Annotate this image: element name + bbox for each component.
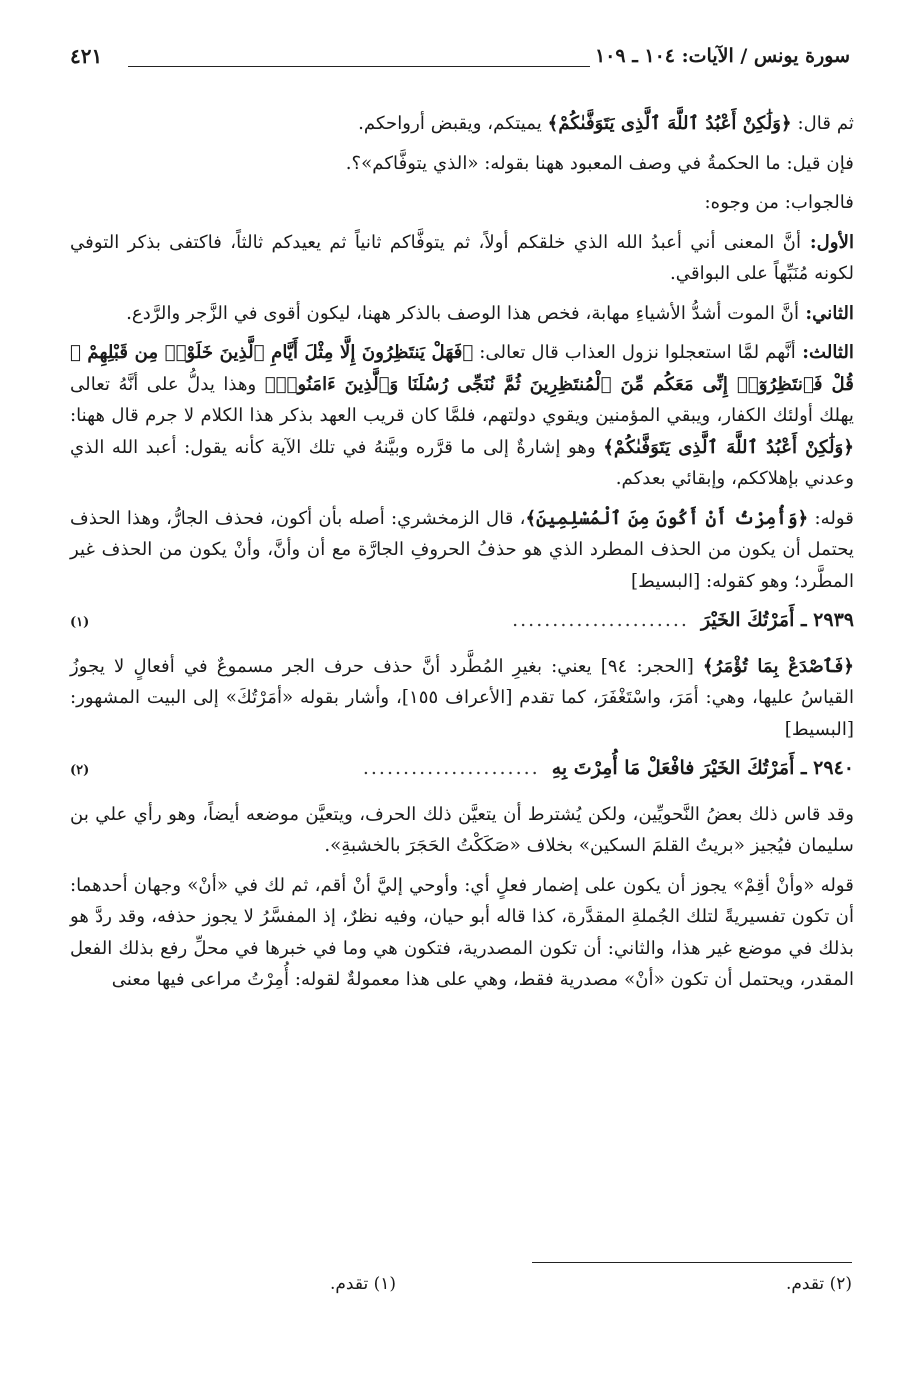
text-run: قوله: [808,507,854,529]
paragraph [70,187,854,219]
footnote-2: (٢) تقدم. [785,1274,852,1294]
verse-text: ـ أَمَرْتُكَ الخَيْرَ [700,609,807,631]
text-run: فالجواب: من وجوه: [704,192,854,213]
page-number: ٤٢١ [70,44,103,68]
paragraph [70,227,854,290]
quran-quote: ﴿فَٱصْدَعْ بِمَا تُؤْمَرُ﴾ [702,655,854,677]
page-body [70,108,854,1004]
text-run: يميتكم، ويقبض أرواحكم. [358,113,548,134]
footnote-rule [532,1262,852,1263]
text-block-3 [70,799,854,996]
paragraph [70,148,854,180]
page-header [70,40,850,72]
text-run: وهذا يدلُّ على أنَّهُ تعالى يهلك أولئك الكفار، ويبقي المؤمنين ويقوي دولتهم، فلمَّا كان قريب العهد بذكر هذا الكلام لا جرم قال ههنا: [70,373,854,426]
header-rule [128,66,590,67]
verse-dots: ...................... [512,609,689,631]
text-run: فإن قيل: ما الحكمةُ في وصف المعبود ههنا بقوله: «الذي يتوفَّاكم»؟. [345,152,854,174]
text-run: قوله «وأنْ أقِمْ» يجوز أن يكون على إضمار فعلٍ أي: وأوحي إليَّ أنْ أقم، ثم لك في «أنْ» وجهان أحدهما: أن تكون تفسيريةً لتلك الجُملةِ المقدَّرة، كذا قاله أبو حيان، وفيه نظرٌ، إذ المفسَّرُ لا يجوز حذفه، وقد ردَّ هو بذلك في موضع غير هذا، والثاني: أن تكون المصدرية، فتكون هي وما في خبرها في محلِّ رفع بذلك الفعل المقدر، ويحتمل أن تكون «أنْ» مصدرية فقط، وهي على هذا معمولةٌ لقوله: أُمِرْتُ مراعى فيها معنى [70,874,854,990]
text-run: أنَّهم لمَّا استعجلوا نزول العذاب قال تعالى: [473,342,796,363]
paragraph [70,799,854,862]
point-heading: الثاني: [799,302,854,324]
text-run: أنَّ الموت أشدُّ الأشياءِ مهابة، فخص هذا الوصف بالذكر ههنا، ليكون أقوى في الزَّجر والرَّدع. [126,302,800,324]
paragraph [70,651,854,746]
paragraph [70,108,854,140]
poetry-verse-2940 [70,753,854,787]
quran-quote: ﴿وَأُمِرْتُ أَنْ أَكُونَ مِنَ ٱلْمُسْلِمِينَ﴾ [525,507,809,529]
footnote-mark: (١) [70,615,90,630]
verse-text: ـ أَمَرْتُكَ الخَيْرَ فافْعَلْ مَا أُمِرْتَ بِهِ [551,757,807,779]
verse-number: ٢٩٤٠ [813,757,854,779]
text-run: ، قال الزمخشري: أصله بأن أكون، فحذف الجارُّ، وهذا الحذف يحتمل أن يكون من الحذف المطرد الذي هو حذفُ الحروفِ الجارَّة مع أن وأنَّ، وأنْ يكون من الحذف غير المطَّرد؛ وهو كقوله: [البسيط] [70,507,854,592]
verse-number: ٢٩٣٩ [813,609,854,631]
text-run: [الحجر: ٩٤] يعني: بغيرِ المُطَّرد أنَّ حذف حرف الجر مسموعٌ في أفعالٍ لا يجوزُ القياسُ عليها، وهي: أمَرَ، واسْتَغْفَرَ، كما تقدم [الأعراف ١٥٥]، وأشار بقوله «أمَرْتُكَ» إلى البيت المشهور: [البسيط] [70,655,854,740]
text-run: ثم قال: [791,113,854,134]
verse-dots: ...................... [362,757,540,779]
footnote-mark: (٢) [70,763,90,778]
running-title: سورة يونس / الآيات: ١٠٤ ـ ١٠٩ [594,45,850,67]
footnote-1: (١) تقدم. [330,1274,397,1294]
paragraph [70,870,854,996]
quran-quote: ﴿وَلَٰكِنْ أَعْبُدُ ٱللَّهَ ٱلَّذِى يَتَوَفَّىٰكُمْ﴾ [603,436,854,458]
paragraph [70,298,854,330]
footnotes [330,1274,852,1294]
text-run: أنَّ المعنى أني أعبدُ الله الذي خلقكم أولاً، ثم يتوفَّاكم ثانياً ثم يعيدكم ثالثاً، فاكتفى بذكر التوفي لكونه مُنَبِّهاً على البواقي. [70,231,854,284]
point-heading: الأول: [801,231,854,253]
poetry-verse-2939 [70,605,854,639]
point-heading: الثالث: [795,342,854,363]
quran-quote: ﴿وَلَٰكِنْ أَعْبُدُ ٱللَّهَ ٱلَّذِى يَتَوَفَّىٰكُمْ﴾ [547,113,792,134]
quran-quote: ﴿فَهَلْ يَنتَظِرُونَ إِلَّا مِثْلَ أَيَّامِ ٱلَّذِينَ خَلَوْا۟ مِن قَبْلِهِمْ ۚ قُلْ فَٱنتَظِرُوٓا۟ إِنِّى مَعَكُم مِّنَ ٱلْمُنتَظِرِينَ ثُمَّ نُنَجِّى رُسُلَنَا وَٱلَّذِينَ ءَامَنُوا۟﴾ [70,342,854,395]
paragraph [70,503,854,598]
text-run: وهو إشارةٌ إلى ما قرَّره وبيَّنهُ في تلك الآية كأنه يقول: أعبد الله الذي وعدني بإهلاككم، وإبقائي بعدكم. [70,436,854,489]
paragraph [70,337,854,495]
text-block-2 [70,651,854,746]
text-block-1 [70,108,854,597]
text-run: وقد قاس ذلك بعضُ النَّحويِّين، ولكن يُشترط أن يتعيَّن ذلك الحرف، ويتعيَّن موضعه أيضاً، وهو رأي علي بن سليمان فيُجيز «بريتُ القلمَ السكين» بخلاف «صَكَكْتُ الحَجَرَ بالخشبةِ». [70,803,854,856]
